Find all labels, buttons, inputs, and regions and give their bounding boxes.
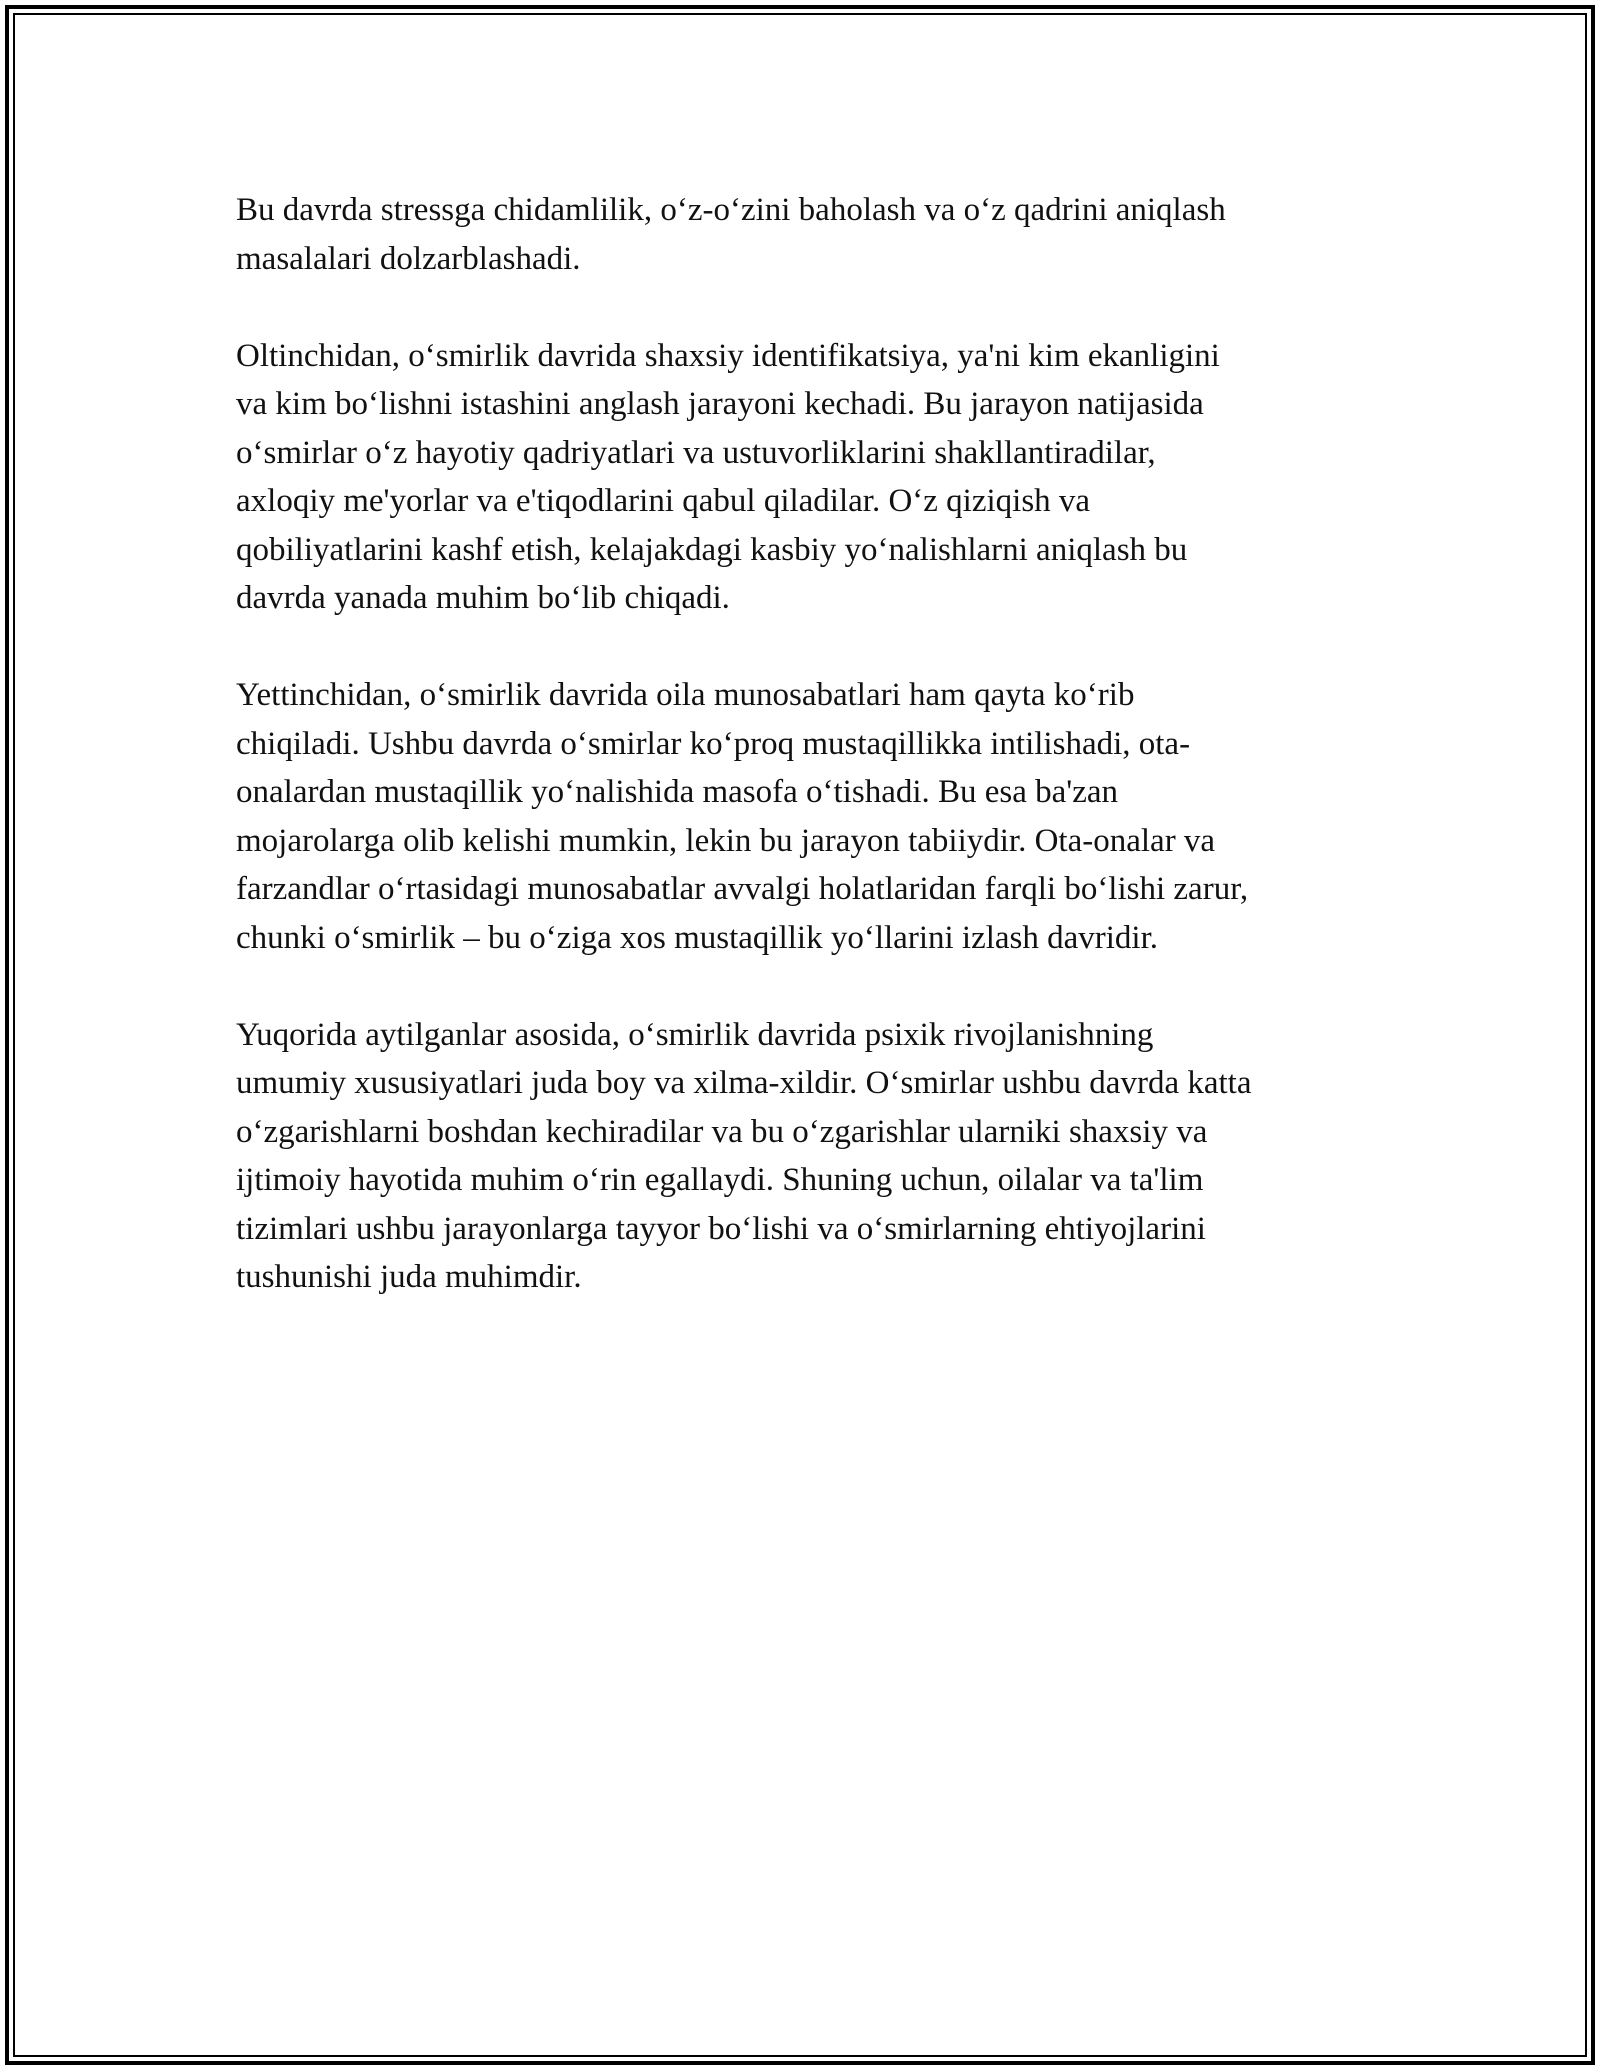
text-line: Yettinchidan, o‘smirlik davrida oila munosabatlari ham qayta ko‘rib [236, 677, 1135, 713]
paragraph [236, 671, 1376, 962]
text-line: ijtimoiy hayotida muhim o‘rin egallaydi. Shuning uchun, oilalar va ta'lim [236, 1162, 1204, 1198]
text-line: Yuqorida aytilganlar asosida, o‘smirlik davrida psixik rivojlanishning [236, 1016, 1154, 1053]
text-line: chiqiladi. Ushbu davrda o‘smirlar ko‘proq mustaqillikka intilishadi, ota- [236, 725, 1191, 762]
text-line: va kim bo‘lishni istashini anglash jarayoni kechadi. Bu jarayon natijasida [236, 386, 1204, 422]
text-line: o‘smirlar o‘z hayotiy qadriyatlari va ustuvorliklarini shakllantiradilar, [236, 434, 1156, 471]
text-line: chunki o‘smirlik – bu o‘ziga xos mustaqillik yo‘llarini izlash davridir. [236, 919, 1159, 956]
text-line: axloqiy me'yorlar va e'tiqodlarini qabul qiladilar. O‘z qiziqish va [236, 483, 1091, 519]
paragraph [236, 332, 1376, 623]
paragraph [236, 186, 1376, 283]
text-line: o‘zgarishlarni boshdan kechiradilar va bu o‘zgarishlar ularniki shaxsiy va [236, 1113, 1208, 1150]
text-line: onalardan mustaqillik yo‘nalishida masofa o‘tishadi. Bu esa ba'zan [236, 774, 1119, 810]
text-line: tizimlari ushbu jarayonlarga tayyor bo‘lishi va o‘smirlarning ehtiyojlarini [236, 1210, 1206, 1247]
text-line: masalalari dolzarblashadi. [236, 240, 581, 277]
text-line: qobiliyatlarini kashf etish, kelajakdagi kasbiy yo‘nalishlarni aniqlash bu [236, 531, 1188, 568]
text-line: umumiy xususiyatlari juda boy va xilma-xildir. O‘smirlar ushbu davrda katta [236, 1065, 1252, 1101]
text-line: Oltinchidan, o‘smirlik davrida shaxsiy identifikatsiya, ya'ni kim ekanligini [236, 337, 1220, 374]
text-line: mojarolarga olib kelishi mumkin, lekin bu jarayon tabiiydir. Ota-onalar va [236, 822, 1216, 859]
paragraph [236, 1011, 1376, 1302]
text-line: davrda yanada muhim bo‘lib chiqadi. [236, 580, 730, 616]
text-line: farzandlar o‘rtasidagi munosabatlar avvalgi holatlaridan farqli bo‘lishi zarur, [236, 871, 1249, 907]
text-line: Bu davrda stressga chidamlilik, o‘z-o‘zini baholash va o‘z qadrini aniqlash [236, 192, 1226, 228]
text-line: tushunishi juda muhimdir. [236, 1259, 582, 1295]
document-body [236, 186, 1376, 1350]
